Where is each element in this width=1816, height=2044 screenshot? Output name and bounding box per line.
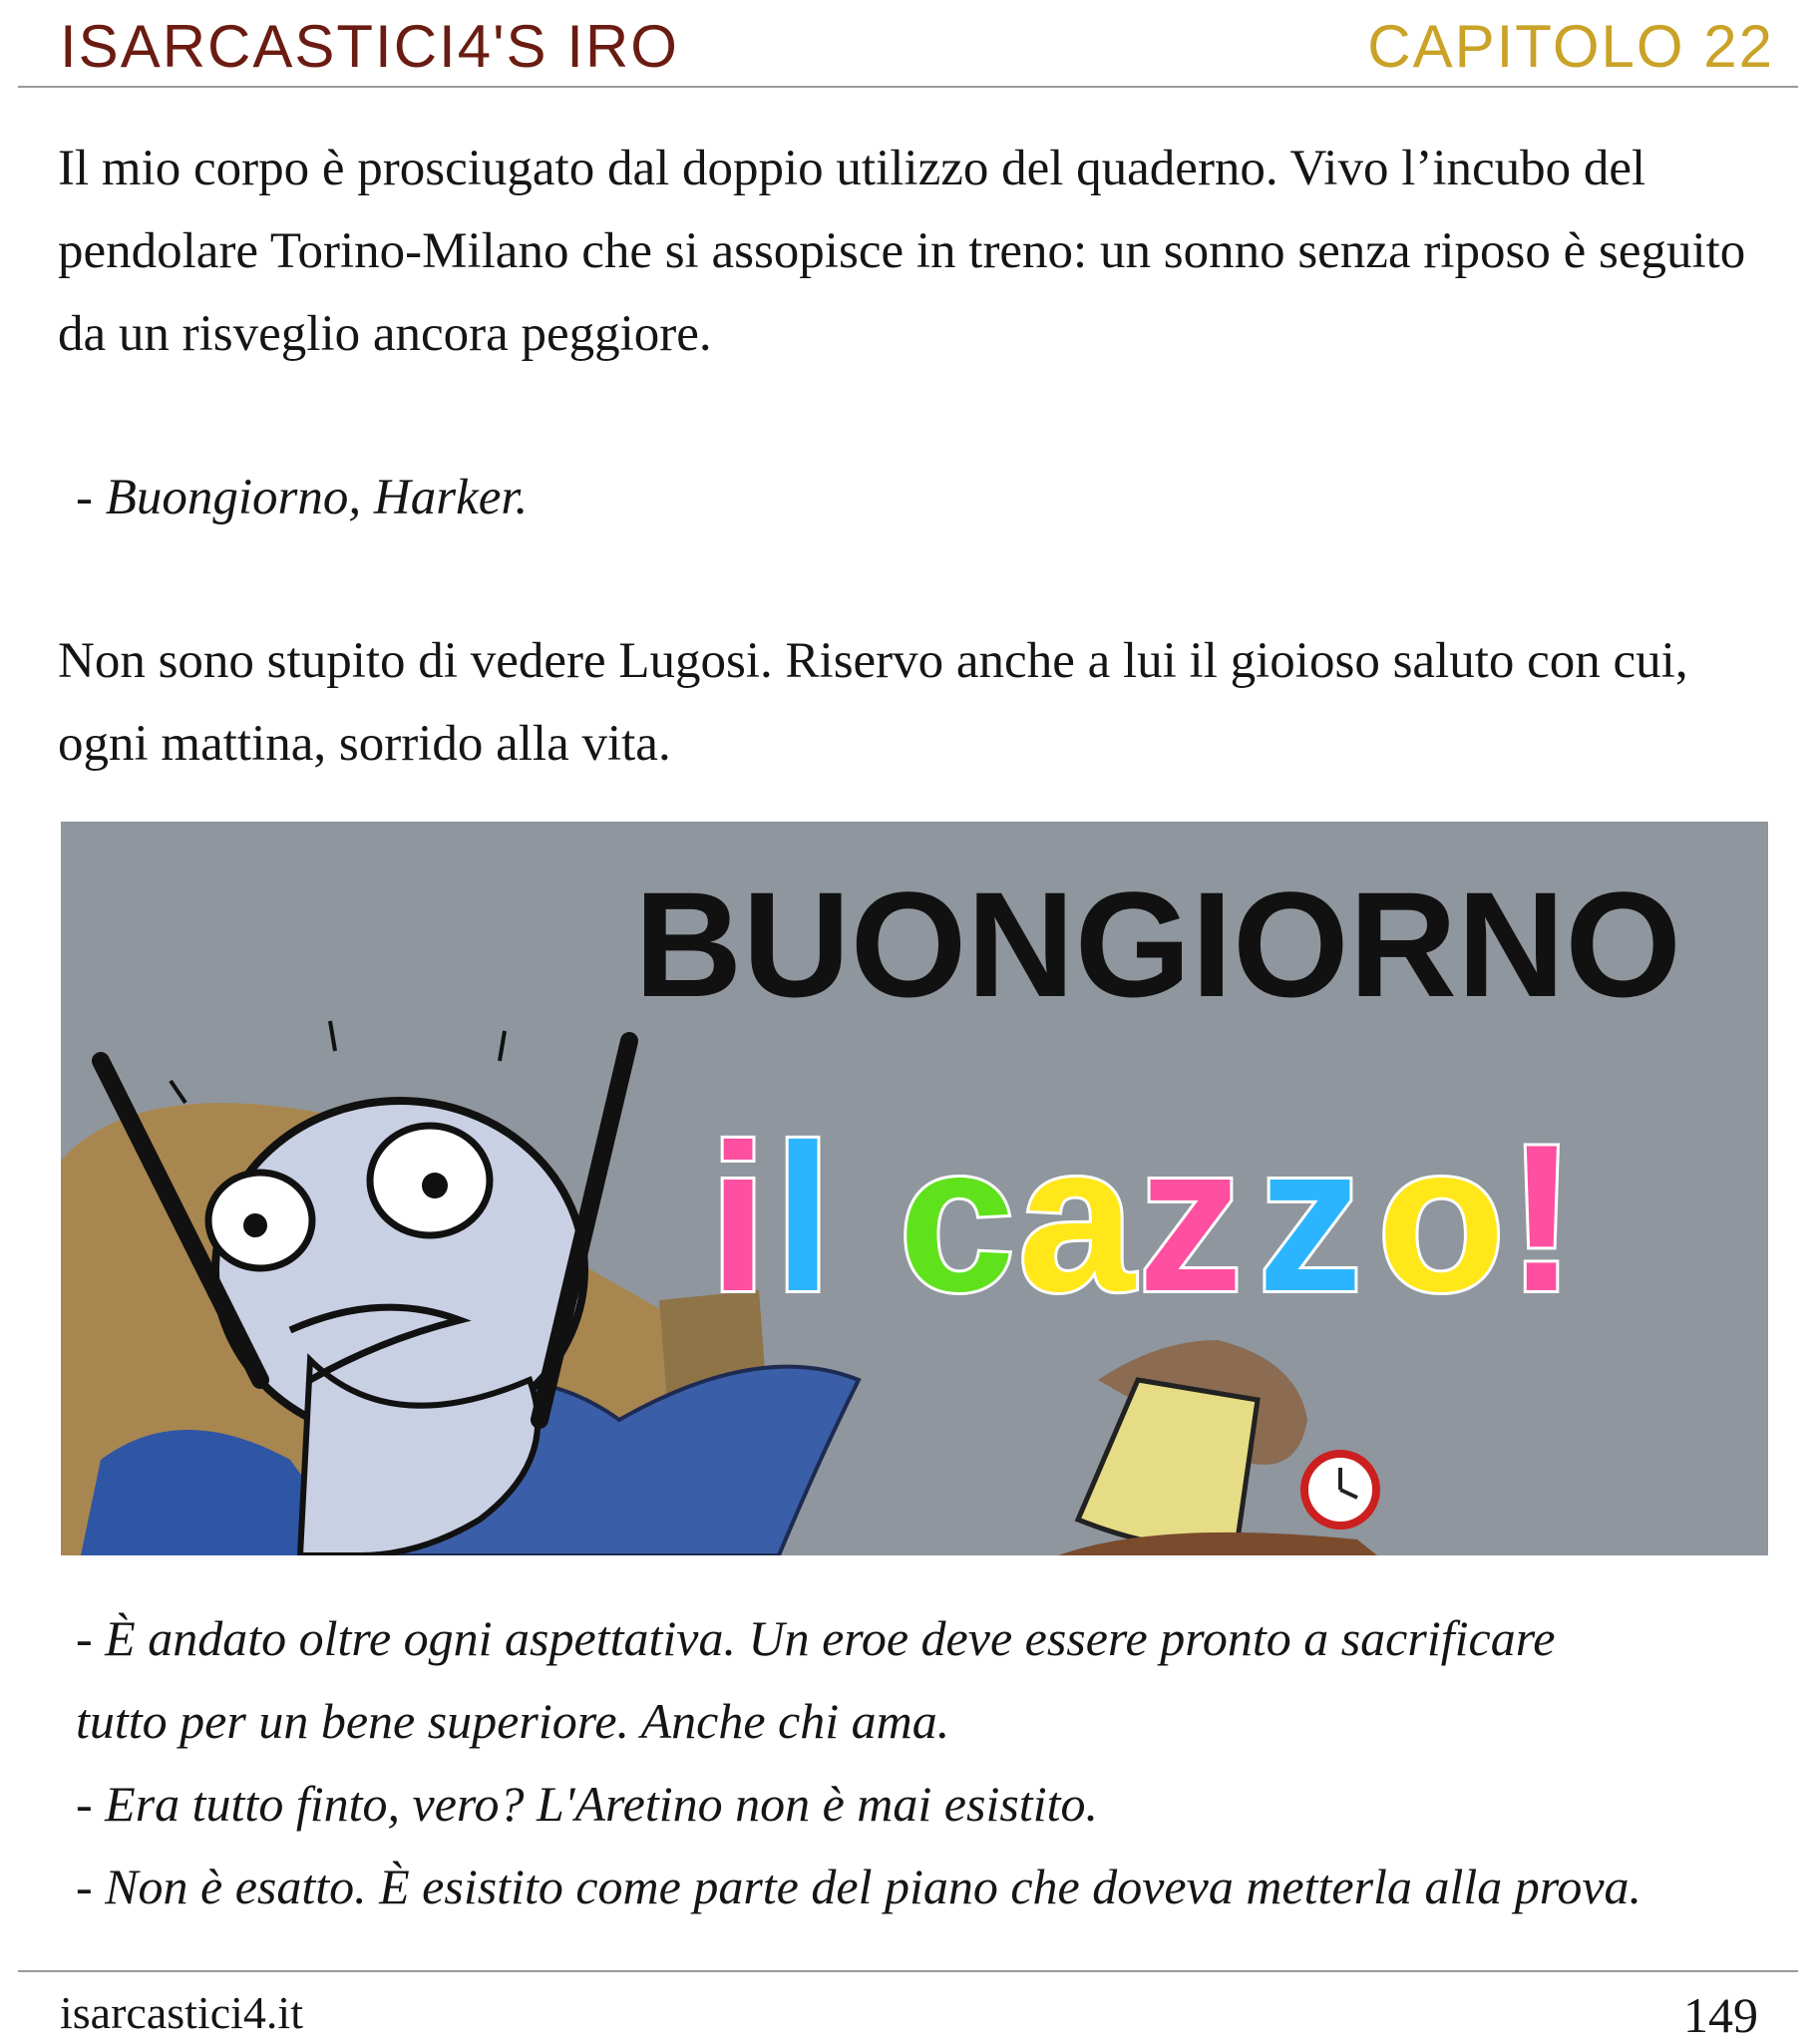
dialog-greeting: - Buongiorno, Harker.: [76, 470, 529, 525]
header-divider: [18, 86, 1798, 88]
dialog-block: [76, 1597, 1771, 1928]
comic-panel: [61, 822, 1768, 1555]
dialog-line-3: - Era tutto finto, vero? L'Aretino non è mai esistito.: [76, 1776, 1098, 1832]
page-number: 149: [1683, 1987, 1758, 2043]
caption-letter: !: [1507, 1101, 1577, 1335]
footer-divider: [18, 1970, 1798, 1972]
caption-line-1: BUONGIORNO: [634, 860, 1681, 1028]
caption-letter: i: [709, 1101, 768, 1335]
page-header: [60, 10, 1774, 80]
dialog-line-1: - È andato oltre ogni aspettativa. Un eroe deve essere pronto a sacrificare: [76, 1610, 1556, 1666]
chapter-title: CAPITOLO 22: [1367, 13, 1774, 80]
dialog-line-4: - Non è esatto. È esistito come parte del piano che doveva metterla alla prova.: [76, 1859, 1642, 1914]
caption-letter: c: [899, 1101, 1015, 1335]
caption-letter: z: [1138, 1101, 1243, 1335]
paragraph-2: Non sono stupito di vedere Lugosi. Riservo anche a lui il gioioso saluto con cui, ogni mattina, sorrido alla vita.: [58, 633, 1688, 772]
caption-letter: z: [1258, 1101, 1362, 1335]
dialog-line-2: tutto per un bene superiore. Anche chi ama.: [76, 1693, 950, 1749]
caption-letter: l: [774, 1101, 833, 1335]
comic-illustration: [61, 822, 1768, 1555]
book-title: ISARCASTICI4'S IRO: [60, 13, 679, 80]
caption-letter: o: [1377, 1101, 1506, 1335]
footer-site-link[interactable]: isarcastici4.it: [60, 1987, 303, 2038]
caption-letter: a: [1018, 1101, 1135, 1335]
paragraph-1: Il mio corpo è prosciugato dal doppio utilizzo del quaderno. Vivo l’incubo del pendolare Torino-Milano che si assopisce in treno: un sonno senza riposo è seguito da un risveglio ancora peggiore.: [58, 141, 1746, 362]
